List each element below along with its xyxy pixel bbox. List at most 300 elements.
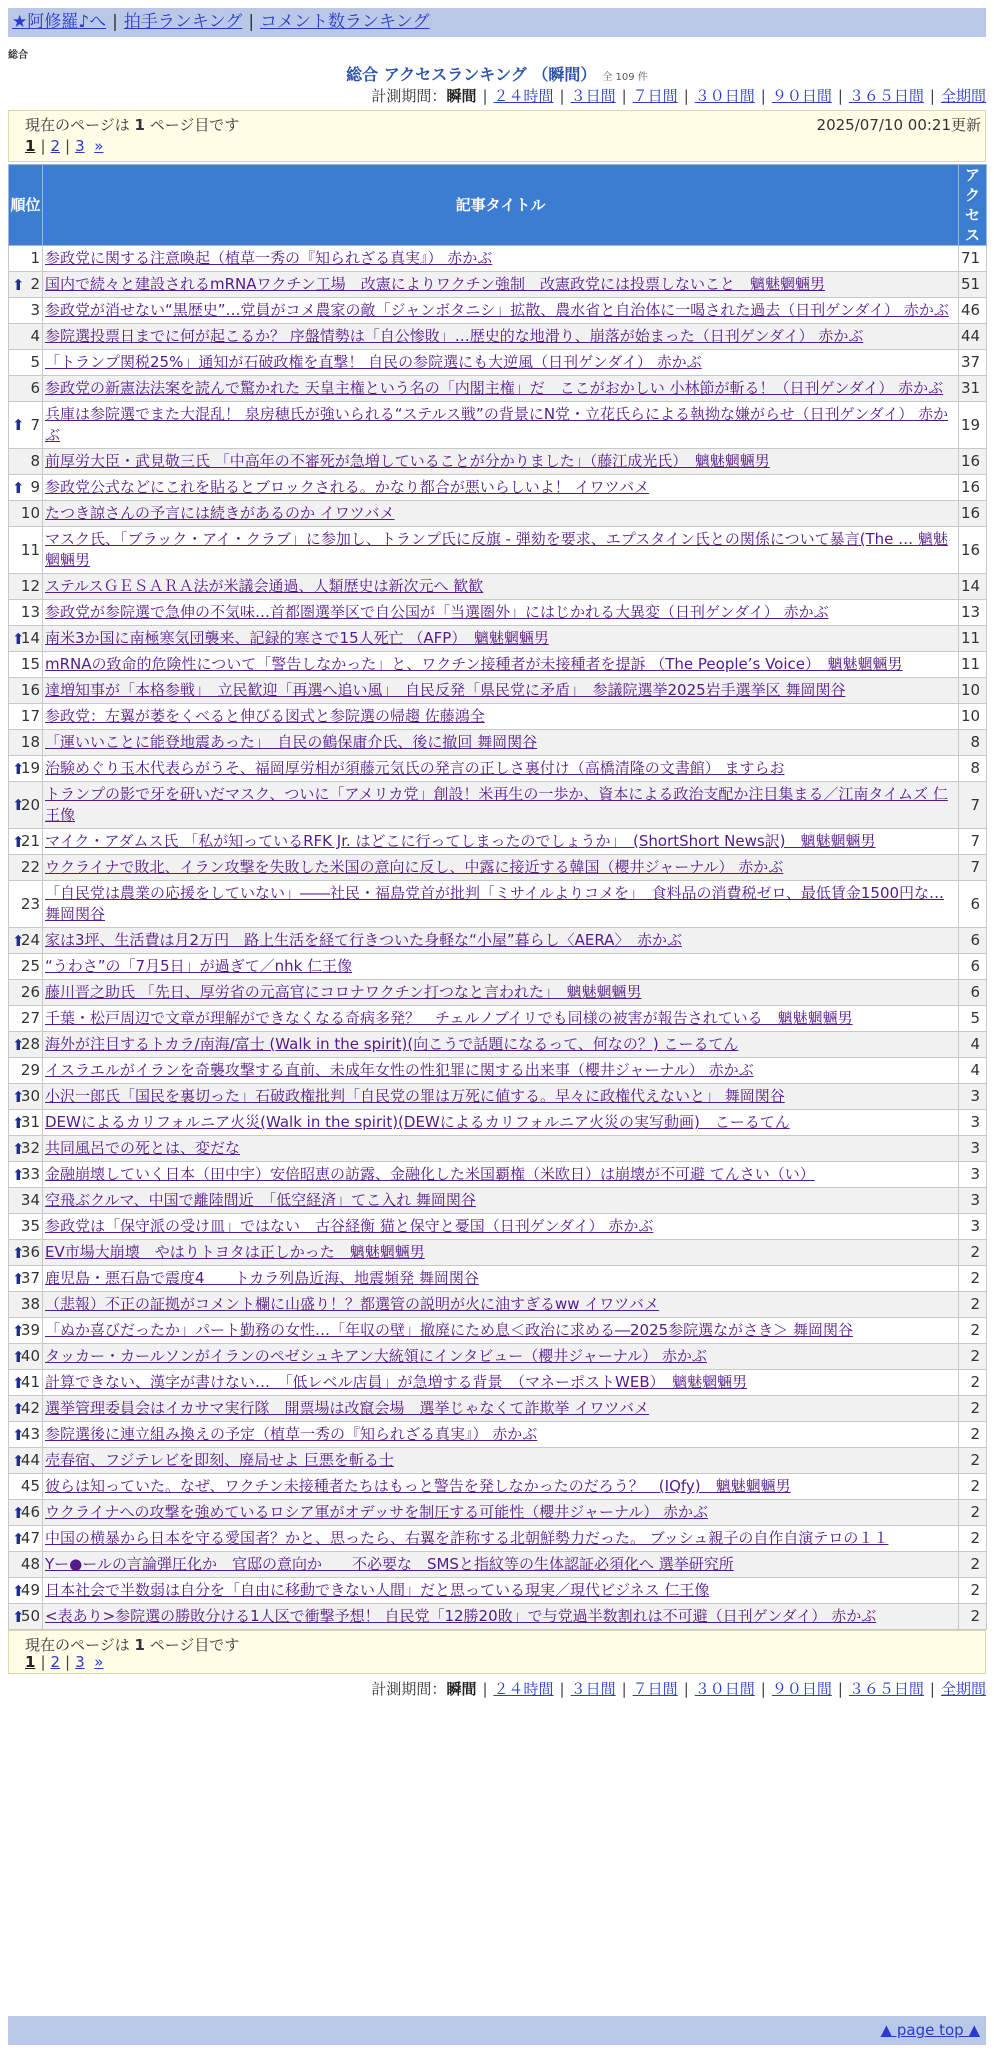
title-cell <box>43 1162 959 1188</box>
rank-cell <box>9 652 43 678</box>
title-cell <box>43 1500 959 1526</box>
article-title-link[interactable]: 参政党：左翼が萎をくべると伸びる図式と参院選の帰趨 佐藤鴻全 <box>45 707 485 725</box>
title-cell <box>43 1214 959 1240</box>
page-link-2[interactable]: 2 <box>50 137 61 155</box>
article-title-link[interactable]: ウクライナで敗北、イラン攻撃を失敗した米国の意向に反し、中露に接近する韓国（櫻井ジャーナル） 赤かぶ <box>45 858 784 876</box>
title-cell <box>43 678 959 704</box>
table-row <box>9 1448 987 1474</box>
title-cell <box>43 1474 959 1500</box>
article-title-link[interactable]: 海外が注目するトカラ/南海/富士 (Walk in the spirit)(向こうで話題になるって、何なの？) こーるてん <box>45 1035 739 1053</box>
article-title-link[interactable]: 「ぬか喜びだったか」パート勤務の女性…「年収の壁」撤廃にため息＜政治に求める―2025参院選ながさき＞ 舞岡関谷 <box>45 1321 853 1339</box>
rank-number: 34 <box>20 1191 40 1209</box>
separator: | <box>760 87 766 105</box>
rank-up-arrow-icon: ⬆ <box>12 796 25 814</box>
article-title-link[interactable]: （悲報）不正の証拠がコメント欄に山盛り！？都選管の説明が火に油すぎるww イワツバメ <box>45 1295 660 1313</box>
period-option-link[interactable]: ７日間 <box>632 1680 678 1698</box>
title-cell <box>43 1032 959 1058</box>
rank-cell <box>9 1110 43 1136</box>
title-cell <box>43 402 959 449</box>
rank-cell <box>9 402 43 449</box>
rank-cell <box>9 881 43 928</box>
access-count: 5 <box>959 1006 987 1032</box>
title-cell <box>43 1396 959 1422</box>
article-title-link[interactable]: 参政党に関する注意喚起（植草一秀の『知られざる真実』） 赤かぶ <box>45 249 493 267</box>
article-title-link[interactable]: 兵庫は参院選でまた大混乱！ 泉房穂氏が強いられる“ステルス戦”の背景にN党・立花氏らによる執拗な嫌がらせ（日刊ゲンダイ） 赤かぶ <box>45 405 949 444</box>
rank-number: 38 <box>20 1295 40 1313</box>
table-row <box>9 829 987 855</box>
title-cell <box>43 376 959 402</box>
title-cell <box>43 246 959 272</box>
rank-number: 40 <box>20 1347 40 1365</box>
footer-bar <box>8 2016 986 2045</box>
period-option-link[interactable]: ２４時間 <box>493 87 554 105</box>
period-selector-bottom <box>371 1678 986 1699</box>
rank-cell <box>9 1370 43 1396</box>
rank-up-arrow-icon: ⬆ <box>12 275 25 294</box>
table-row <box>9 449 987 475</box>
access-count: 7 <box>959 855 987 881</box>
access-count: 11 <box>959 652 987 678</box>
separator: | <box>559 1680 565 1698</box>
title-cell <box>43 626 959 652</box>
rank-cell <box>9 1448 43 1474</box>
table-row <box>9 1578 987 1604</box>
period-option-link[interactable]: ９０日間 <box>771 1680 832 1698</box>
rank-number: 30 <box>20 1087 40 1105</box>
access-count: 2 <box>959 1396 987 1422</box>
access-count: 2 <box>959 1448 987 1474</box>
rank-number: 50 <box>20 1607 40 1625</box>
rank-cell <box>9 1422 43 1448</box>
access-count: 2 <box>959 1370 987 1396</box>
title-cell <box>43 324 959 350</box>
rank-up-arrow-icon: ⬆ <box>12 1243 25 1262</box>
access-count: 8 <box>959 756 987 782</box>
rank-up-arrow-icon: ⬆ <box>12 1529 25 1548</box>
access-count: 7 <box>959 829 987 855</box>
rank-cell <box>9 1526 43 1552</box>
table-row <box>9 678 987 704</box>
rank-up-arrow-icon: ⬆ <box>12 1503 25 1522</box>
table-row <box>9 1084 987 1110</box>
table-row <box>9 402 987 449</box>
title-cell <box>43 501 959 527</box>
rank-cell <box>9 1318 43 1344</box>
title-cell <box>43 1110 959 1136</box>
article-title-link[interactable]: 選挙管理委員会はイカサマ実行隊 開票場は改竄会場 選挙じゃなくて詐欺挙 イワツバメ <box>45 1399 650 1417</box>
table-row <box>9 1500 987 1526</box>
period-option-link[interactable]: ３０日間 <box>694 87 755 105</box>
access-count: 6 <box>959 881 987 928</box>
table-row <box>9 1032 987 1058</box>
article-title-link[interactable]: 前厚労大臣・武見敬三氏 「中高年の不審死が急増していることが分かりました」（藤江成光氏） 魑魅魍魎男 <box>45 452 770 470</box>
period-option-link[interactable]: ３０日間 <box>694 1680 755 1698</box>
rank-cell <box>9 376 43 402</box>
rank-cell <box>9 1604 43 1630</box>
rank-number: 32 <box>20 1139 40 1157</box>
article-title-link[interactable]: たつき諒さんの予言には続きがあるのか イワツバメ <box>45 504 395 522</box>
rank-number: 21 <box>20 832 40 850</box>
rank-up-arrow-icon: ⬆ <box>12 1165 25 1184</box>
page-link-2[interactable]: 2 <box>50 1653 61 1671</box>
rank-cell <box>9 246 43 272</box>
table-row <box>9 855 987 881</box>
rank-number: 25 <box>20 957 40 975</box>
title-cell <box>43 1136 959 1162</box>
title-cell <box>43 1422 959 1448</box>
title-cell <box>43 1344 959 1370</box>
rank-cell <box>9 1266 43 1292</box>
access-count: 11 <box>959 626 987 652</box>
period-option-link[interactable]: ９０日間 <box>771 87 832 105</box>
article-title-link[interactable]: 達増知事が「本格参戦」 立民歓迎「再選へ追い風」 自民反発「県民党に矛盾」 参議院選挙2025岩手選挙区 舞岡関谷 <box>45 681 846 699</box>
table-row <box>9 1604 987 1630</box>
page-next-link[interactable]: » <box>94 137 104 155</box>
rank-up-arrow-icon: ⬆ <box>12 1321 25 1340</box>
table-row <box>9 928 987 954</box>
article-title-link[interactable]: <表あり>参院選の勝敗分ける1人区で衝撃予想！ 自民党「12勝20敗」で与党過半数割れは不可避（日刊ゲンダイ） 赤かぶ <box>45 1607 877 1625</box>
title-cell <box>43 980 959 1006</box>
rank-number: 48 <box>20 1555 40 1573</box>
title-cell <box>43 449 959 475</box>
rank-cell <box>9 1032 43 1058</box>
separator: | <box>482 87 488 105</box>
rank-cell <box>9 1500 43 1526</box>
access-count: 6 <box>959 954 987 980</box>
article-title-link[interactable]: 金融崩壊していく日本（田中宇）安倍昭恵の訪露、金融化した米国覇権（米欧日）は崩壊が不可避 てんさい（い） <box>45 1165 815 1183</box>
rank-cell <box>9 730 43 756</box>
table-row <box>9 1240 987 1266</box>
access-count: 2 <box>959 1474 987 1500</box>
rank-number: 14 <box>20 629 40 647</box>
article-title-link[interactable]: 日本社会で半数弱は自分を「自由に移動できない人間」だと思っている現実／現代ビジネス 仁王像 <box>45 1581 710 1599</box>
table-row <box>9 1162 987 1188</box>
article-title-link[interactable]: 中国の横暴から日本を守る愛国者？かと、思ったら、右翼を詐称する北朝鮮勢力だった。 ブッシュ親子の自作自演テロの１１ <box>45 1529 889 1547</box>
separator: | <box>248 12 255 32</box>
page-top-link[interactable]: ▲ page top ▲ <box>880 2021 980 2039</box>
rank-cell <box>9 626 43 652</box>
article-title-link[interactable]: 治験めぐり玉木代表らがうそ、福岡厚労相が須藤元気氏の発言の正しさ裏付け（高橋清隆の文書館） ますらお <box>45 759 785 777</box>
access-count: 8 <box>959 730 987 756</box>
article-title-link[interactable]: 共同風呂での死とは、変だな <box>45 1139 241 1157</box>
rank-number: 22 <box>20 858 40 876</box>
header-rank: 順位 <box>9 165 43 246</box>
pager-top <box>8 110 986 162</box>
table-row <box>9 501 987 527</box>
table-row <box>9 246 987 272</box>
access-count: 44 <box>959 324 987 350</box>
article-title-link[interactable]: 参政党は「保守派の受け皿」ではない 古谷経衡 猫と保守と憂国（日刊ゲンダイ） 赤かぶ <box>45 1217 654 1235</box>
rank-cell <box>9 1214 43 1240</box>
access-count: 2 <box>959 1422 987 1448</box>
page-current: 1 <box>25 137 36 155</box>
title-cell <box>43 527 959 574</box>
rank-cell <box>9 954 43 980</box>
rank-cell <box>9 1474 43 1500</box>
rank-number: 45 <box>20 1477 40 1495</box>
title-cell <box>43 829 959 855</box>
rank-cell <box>9 1396 43 1422</box>
table-row <box>9 1188 987 1214</box>
rank-cell <box>9 1578 43 1604</box>
access-count: 10 <box>959 704 987 730</box>
table-row <box>9 324 987 350</box>
separator: | <box>621 87 627 105</box>
title-cell <box>43 704 959 730</box>
rank-number: 20 <box>20 795 40 814</box>
header-access: アクセス <box>959 165 987 246</box>
article-title-link[interactable]: イスラエルがイランを奇襲攻撃する直前、未成年女性の性犯罪に関する出来事（櫻井ジャーナル） 赤かぶ <box>45 1061 754 1079</box>
rank-up-arrow-icon: ⬆ <box>12 416 25 434</box>
access-count: 2 <box>959 1526 987 1552</box>
access-count: 2 <box>959 1318 987 1344</box>
article-title-link[interactable]: 売春宿、フジテレビを即刻、廃局せよ 巨悪を斬る士 <box>45 1451 394 1469</box>
page-title-text: 総合 アクセスランキング （瞬間） <box>346 65 597 84</box>
table-row <box>9 1318 987 1344</box>
title-cell <box>43 855 959 881</box>
table-row <box>9 1344 987 1370</box>
article-title-link[interactable]: “うわさ”の「7月5日」が過ぎて／nhk 仁王像 <box>45 957 353 975</box>
rank-number: 4 <box>30 327 40 345</box>
page-links: 1 | 2 | 3 » <box>25 1653 104 1671</box>
title-cell <box>43 1188 959 1214</box>
rank-number: 12 <box>20 577 40 595</box>
access-count: 16 <box>959 449 987 475</box>
article-title-link[interactable]: 参政党が参院選で急伸の不気味…首都圏選挙区で自公国が「当選圏外」にはじかれる大異変（日刊ゲンダイ） 赤かぶ <box>45 603 829 621</box>
title-cell <box>43 272 959 298</box>
article-title-link[interactable]: トランプの影で牙を研いだマスク、ついに「アメリカ党」創設！米再生の一歩か、資本による政治支配か注目集まる／江南タイムズ 仁王像 <box>45 785 948 824</box>
nav-link-ashura-home[interactable]: ★阿修羅♪へ <box>12 12 107 32</box>
table-row <box>9 756 987 782</box>
page-links: 1 | 2 | 3 » <box>25 137 104 155</box>
access-count: 51 <box>959 272 987 298</box>
period-option-link[interactable]: ３６５日間 <box>848 1680 924 1698</box>
rank-cell <box>9 298 43 324</box>
article-title-link[interactable]: 「運いいことに能登地震あった」 自民の鶴保庸介氏、後に撤回 舞岡関谷 <box>45 733 538 751</box>
article-title-link[interactable]: ステルスＧＥＳＡＲＡ法が米議会通過、人類歴史は新次元へ 歓歓 <box>45 577 484 595</box>
article-title-link[interactable]: 南米3か国に南極寒気団襲来、記録的寒さで15人死亡 （AFP） 魑魅魍魎男 <box>45 629 549 647</box>
article-title-link[interactable]: 「自民党は農業の応援をしていない」――社民・福島党首が批判「ミサイルよりコメを」 食料品の消費税ゼロ、最低賃金1500円な… 舞岡関谷 <box>45 884 945 923</box>
article-title-link[interactable]: マスク氏、「ブラック・アイ・クラブ」に参加し、トランプ氏に反旗 - 弾劾を要求、エプスタイン氏との関係について暴言(The … 魑魅魍魎男 <box>45 530 948 569</box>
article-title-link[interactable]: mRNAの致命的危険性について「警告しなかった」と、ワクチン接種者が未接種者を提訴 （The People’s Voice） 魑魅魍魎男 <box>45 655 903 673</box>
period-option-link[interactable]: ３６５日間 <box>848 87 924 105</box>
access-count: 37 <box>959 350 987 376</box>
article-title-link[interactable]: Yー●ールの言論弾圧化か 官邸の意向か 不必要な SMSと指紋等の生体認証必須化へ 選挙研究所 <box>45 1555 734 1573</box>
title-cell <box>43 652 959 678</box>
article-title-link[interactable]: マイク・アダムス氏 「私が知っているRFK Jr. はどこに行ってしまったのでしょうか」 (ShortShort News訳) 魑魅魍魎男 <box>45 832 876 850</box>
table-row <box>9 272 987 298</box>
period-selector-top <box>371 85 986 106</box>
article-title-link[interactable]: ウクライナへの攻撃を強めているロシア軍がオデッサを制圧する可能性（櫻井ジャーナル） 赤かぶ <box>45 1503 708 1521</box>
access-count: 3 <box>959 1084 987 1110</box>
rank-number: 16 <box>20 681 40 699</box>
article-title-link[interactable]: 国内で続々と建設されるmRNAワクチン工場 改憲によりワクチン強制 改憲政党には投票しないこと 魑魅魍魎男 <box>45 275 826 293</box>
access-count: 2 <box>959 1500 987 1526</box>
table-row <box>9 652 987 678</box>
separator: | <box>559 87 565 105</box>
table-row <box>9 1552 987 1578</box>
rank-cell <box>9 678 43 704</box>
rank-number: 11 <box>20 540 40 559</box>
rank-cell <box>9 829 43 855</box>
article-title-link[interactable]: 参政党公式などにこれを貼るとブロックされる。かなり都合が悪いらしいよ！ イワツバメ <box>45 478 650 496</box>
rank-number: 39 <box>20 1321 40 1339</box>
ranking-table <box>8 164 987 1630</box>
rank-up-arrow-icon: ⬆ <box>12 931 25 950</box>
table-row <box>9 1110 987 1136</box>
title-cell <box>43 928 959 954</box>
rank-cell <box>9 782 43 829</box>
rank-up-arrow-icon: ⬆ <box>12 1269 25 1288</box>
article-title-link[interactable]: 空飛ぶクルマ、中国で離陸間近 「低空経済」てこ入れ 舞岡関谷 <box>45 1191 476 1209</box>
period-current: 瞬間 <box>446 1680 477 1698</box>
total-count: 全 109 件 <box>602 72 648 83</box>
title-cell <box>43 1240 959 1266</box>
rank-cell <box>9 1058 43 1084</box>
rank-up-arrow-icon: ⬆ <box>12 1373 25 1392</box>
rank-up-arrow-icon: ⬆ <box>12 832 25 851</box>
page-link-3[interactable]: 3 <box>75 137 85 155</box>
rank-number: 37 <box>20 1269 40 1287</box>
article-title-link[interactable]: 藤川晋之助氏 「先日、厚労省の元高官にコロナワクチン打つなと言われた」 魑魅魍魎男 <box>45 983 642 1001</box>
title-cell <box>43 1318 959 1344</box>
article-title-link[interactable]: タッカー・カールソンがイランのペゼシュキアン大統領にインタビュー（櫻井ジャーナル） 赤かぶ <box>45 1347 707 1365</box>
rank-cell <box>9 574 43 600</box>
rank-cell <box>9 1292 43 1318</box>
title-cell <box>43 1006 959 1032</box>
page-title <box>0 62 994 85</box>
access-count: 2 <box>959 1578 987 1604</box>
rank-cell <box>9 756 43 782</box>
nav-link-clap-ranking[interactable]: 拍手ランキング <box>123 12 243 32</box>
title-cell <box>43 1526 959 1552</box>
access-count: 14 <box>959 574 987 600</box>
table-row <box>9 1474 987 1500</box>
table-row <box>9 1006 987 1032</box>
period-option-link[interactable]: 全期間 <box>940 1680 986 1698</box>
rank-number: 7 <box>30 415 40 434</box>
rank-number: 46 <box>20 1503 40 1521</box>
page-link-3[interactable]: 3 <box>75 1653 85 1671</box>
title-cell <box>43 1084 959 1110</box>
title-cell <box>43 350 959 376</box>
article-title-link[interactable]: 参政党の新憲法法案を読んで驚かれた 天皇主権という名の「内閣主権」だ ここがおかしい 小林節が斬る！（日刊ゲンダイ） 赤かぶ <box>45 379 944 397</box>
updated-timestamp: 2025/07/10 00:21更新 <box>816 116 981 134</box>
rank-number: 36 <box>20 1243 40 1261</box>
access-count: 3 <box>959 1214 987 1240</box>
period-label: 計測期間： <box>371 1680 447 1698</box>
rank-cell <box>9 501 43 527</box>
article-title-link[interactable]: 参院選後に連立組み換えの予定（植草一秀の『知られざる真実』） 赤かぶ <box>45 1425 538 1443</box>
rank-cell <box>9 324 43 350</box>
rank-cell <box>9 980 43 1006</box>
nav-link-comment-ranking[interactable]: コメント数ランキング <box>260 12 430 32</box>
separator: | <box>837 1680 843 1698</box>
rank-number: 19 <box>20 759 40 777</box>
access-count: 3 <box>959 1110 987 1136</box>
rank-cell <box>9 449 43 475</box>
rank-cell <box>9 1136 43 1162</box>
rank-cell <box>9 527 43 574</box>
table-row <box>9 626 987 652</box>
access-count: 16 <box>959 475 987 501</box>
header-title: 記事タイトル <box>43 165 959 246</box>
article-title-link[interactable]: 参院選投票日までに何が起こるか？ 序盤情勢は「自公惨敗」…歴史的な地滑り、崩落が始まった（日刊ゲンダイ） 赤かぶ <box>45 327 864 345</box>
pager-bottom <box>8 1630 986 1674</box>
rank-up-arrow-icon: ⬆ <box>12 1425 25 1444</box>
title-cell <box>43 954 959 980</box>
article-title-link[interactable]: 計算できない、漢字が書けない… 「低レベル店員」が急増する背景 （マネーポストWEB） 魑魅魍魎男 <box>45 1373 748 1391</box>
rank-cell <box>9 475 43 501</box>
access-count: 71 <box>959 246 987 272</box>
article-title-link[interactable]: DEWによるカリフォルニア火災(Walk in the spirit)(DEWによるカリフォルニア火災の実写動画) こーるてん <box>45 1113 790 1131</box>
table-row <box>9 298 987 324</box>
rank-cell <box>9 350 43 376</box>
rank-number: 8 <box>30 452 40 470</box>
article-title-link[interactable]: 鹿児島・悪石島で震度4 トカラ列島近海、地震頻発 舞岡関谷 <box>45 1269 479 1287</box>
separator: | <box>683 87 689 105</box>
category-label: 総合 <box>8 50 28 61</box>
rank-cell <box>9 1552 43 1578</box>
rank-number: 33 <box>20 1165 40 1183</box>
table-row <box>9 376 987 402</box>
rank-number: 23 <box>20 894 40 913</box>
period-option-link[interactable]: ２４時間 <box>493 1680 554 1698</box>
access-count: 4 <box>959 1032 987 1058</box>
article-title-link[interactable]: EV市場大崩壊 やはりトヨタは正しかった 魑魅魍魎男 <box>45 1243 425 1261</box>
access-count: 2 <box>959 1552 987 1578</box>
period-option-link[interactable]: ７日間 <box>632 87 678 105</box>
table-row <box>9 730 987 756</box>
rank-cell <box>9 1344 43 1370</box>
table-row <box>9 1422 987 1448</box>
table-row <box>9 980 987 1006</box>
rank-number: 9 <box>30 478 40 496</box>
article-title-link[interactable]: 小沢一郎氏「国民を裏切った」石破政権批判「自民党の罪は万死に値する。早々に政権代えないと」 舞岡関谷 <box>45 1087 785 1105</box>
rank-number: 10 <box>20 504 40 522</box>
article-title-link[interactable]: 千葉・松戸周辺で文章が理解ができなくなる奇病多発？ チェルノブイリでも同様の被害が報告されている 魑魅魍魎男 <box>45 1009 853 1027</box>
page-next-link[interactable]: » <box>94 1653 104 1671</box>
access-count: 31 <box>959 376 987 402</box>
rank-up-arrow-icon: ⬆ <box>12 1607 25 1626</box>
period-label: 計測期間： <box>371 87 447 105</box>
article-title-link[interactable]: 彼らは知っていた。なぜ、ワクチン未接種者たちはもっと警告を発しなかったのだろう？ (IQfy) 魑魅魍魎男 <box>45 1477 791 1495</box>
table-header-row <box>9 165 987 246</box>
table-row <box>9 475 987 501</box>
access-count: 3 <box>959 1136 987 1162</box>
table-row <box>9 1292 987 1318</box>
ranking-table-body <box>9 246 987 1630</box>
article-title-link[interactable]: 「トランプ関税25%」通知が石破政権を直撃！ 自民の参院選にも大逆風（日刊ゲンダイ） 赤かぶ <box>45 353 702 371</box>
article-title-link[interactable]: 家は3坪、生活費は月2万円 路上生活を経て行きついた身軽な“小屋”暮らし〈AERA〉 赤かぶ <box>45 931 682 949</box>
table-row <box>9 704 987 730</box>
access-count: 46 <box>959 298 987 324</box>
period-option-link[interactable]: ３日間 <box>570 87 616 105</box>
access-count: 16 <box>959 501 987 527</box>
rank-number: 26 <box>20 983 40 1001</box>
title-cell <box>43 1552 959 1578</box>
rank-number: 13 <box>20 603 40 621</box>
period-option-link[interactable]: 全期間 <box>940 87 986 105</box>
period-option-link[interactable]: ３日間 <box>570 1680 616 1698</box>
rank-up-arrow-icon: ⬆ <box>12 478 25 497</box>
access-count: 3 <box>959 1188 987 1214</box>
article-title-link[interactable]: 参政党が消せない“黒歴史”…党員がコメ農家の敵「ジャンボタニシ」拡散、農水省と自治体に一喝された過去（日刊ゲンダイ） 赤かぶ <box>45 301 949 319</box>
table-row <box>9 881 987 928</box>
access-count: 2 <box>959 1604 987 1630</box>
rank-number: 6 <box>30 379 40 397</box>
table-row <box>9 1136 987 1162</box>
